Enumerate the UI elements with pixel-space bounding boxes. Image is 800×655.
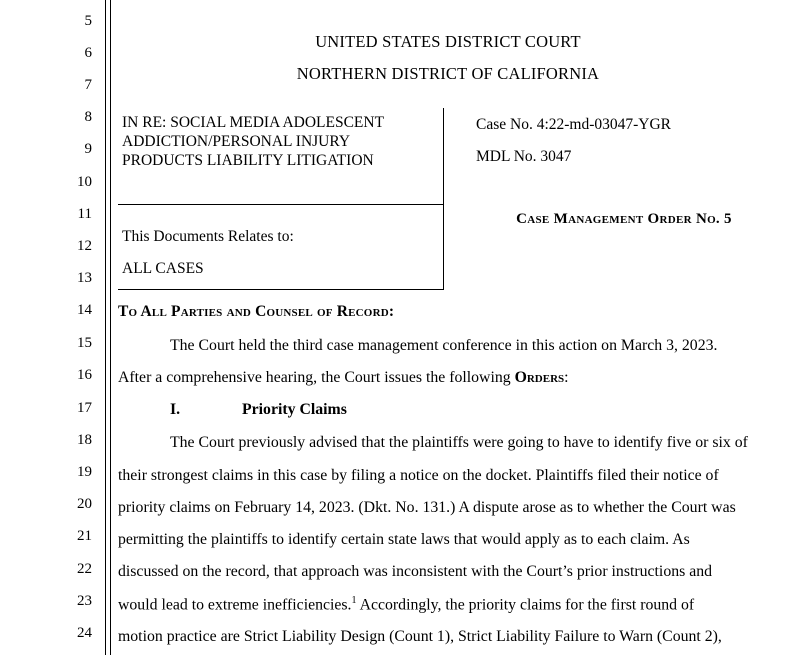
paragraph-2-line-6 <box>118 596 786 613</box>
case-number: Case No. 4:22-md-03047-YGR <box>476 116 672 133</box>
section-i-label: Priority Claims <box>242 401 347 418</box>
section-i-numeral: I. <box>170 401 181 418</box>
paragraph-1-line-2 <box>118 370 786 386</box>
line-number: 11 <box>77 206 92 222</box>
caption-bottom-line <box>118 289 444 290</box>
line-number: 20 <box>77 496 92 512</box>
line-number: 19 <box>77 464 92 480</box>
relates-to-label: This Documents Relates to: <box>122 228 294 245</box>
case-title: IN RE: SOCIAL MEDIA ADOLESCENT ADDICTION/PERSONAL INJURY PRODUCTS LIABILITY LITIGATION <box>122 114 384 169</box>
line-number: 24 <box>77 625 92 641</box>
case-caption-block <box>118 108 778 290</box>
paragraph-1-line-1: The Court held the third case management conference in this action on March 3, 2023. <box>170 337 718 354</box>
line-number: 12 <box>77 238 92 254</box>
line-number: 9 <box>84 141 92 157</box>
paragraph-2-line-2: their strongest claims in this case by filing a notice on the docket. Plaintiffs filed their notice of <box>118 467 719 484</box>
line-number: 5 <box>84 13 92 29</box>
paragraph-1-line-2-post: : <box>564 369 569 386</box>
orders-word: Orders <box>514 369 565 386</box>
section-i-heading <box>170 401 347 419</box>
line-number: 23 <box>77 593 92 609</box>
line-number: 14 <box>77 302 92 318</box>
line-number: 16 <box>77 367 92 383</box>
footnote-marker: 1 <box>351 595 357 606</box>
court-name-line: UNITED STATES DISTRICT COURT <box>315 32 581 51</box>
order-title: Case Management Order No. 5 <box>516 211 732 227</box>
line-number: 7 <box>84 77 92 93</box>
mdl-number: MDL No. 3047 <box>476 148 572 165</box>
margin-rule-inner <box>110 0 111 655</box>
line-number: 15 <box>77 335 92 351</box>
document-content <box>118 0 786 655</box>
paragraph-2-line-7: motion practice are Strict Liability Design (Count 1), Strict Liability Failure to Warn (Count 2), <box>118 628 722 645</box>
line-number: 17 <box>77 400 92 416</box>
to-parties-heading: To All Parties and Counsel of Record: <box>118 303 395 320</box>
court-district-line: NORTHERN DISTRICT OF CALIFORNIA <box>296 64 600 83</box>
paragraph-2-line-5: discussed on the record, that approach was inconsistent with the Court’s prior instructions and <box>118 563 713 580</box>
relates-to-value: ALL CASES <box>122 260 204 277</box>
line-number: 22 <box>77 561 92 577</box>
line-number-gutter <box>0 0 104 655</box>
paragraph-2-line-6-pre: would lead to extreme inefficiencies. <box>118 596 352 614</box>
paragraph-2-line-4: permitting the plaintiffs to identify certain state laws that would apply as to each claim. As <box>118 531 690 548</box>
paragraph-2-line-3: priority claims on February 14, 2023. (Dkt. No. 131.) A dispute arose as to whether the Court was <box>118 499 736 516</box>
margin-rule-outer <box>105 0 106 655</box>
line-number: 8 <box>84 109 92 125</box>
caption-divider-line <box>118 204 444 205</box>
line-number: 13 <box>77 270 92 286</box>
line-number: 10 <box>77 174 92 190</box>
paragraph-2-line-6-post: Accordingly, the priority claims for the first round of <box>356 596 695 614</box>
line-number: 21 <box>77 528 92 544</box>
paragraph-2-line-1: The Court previously advised that the plaintiffs were going to have to identify five or six of <box>170 434 748 451</box>
paragraph-1-line-2-pre: After a comprehensive hearing, the Court issues the following <box>118 369 515 386</box>
line-number: 18 <box>77 432 92 448</box>
line-number: 6 <box>84 45 92 61</box>
